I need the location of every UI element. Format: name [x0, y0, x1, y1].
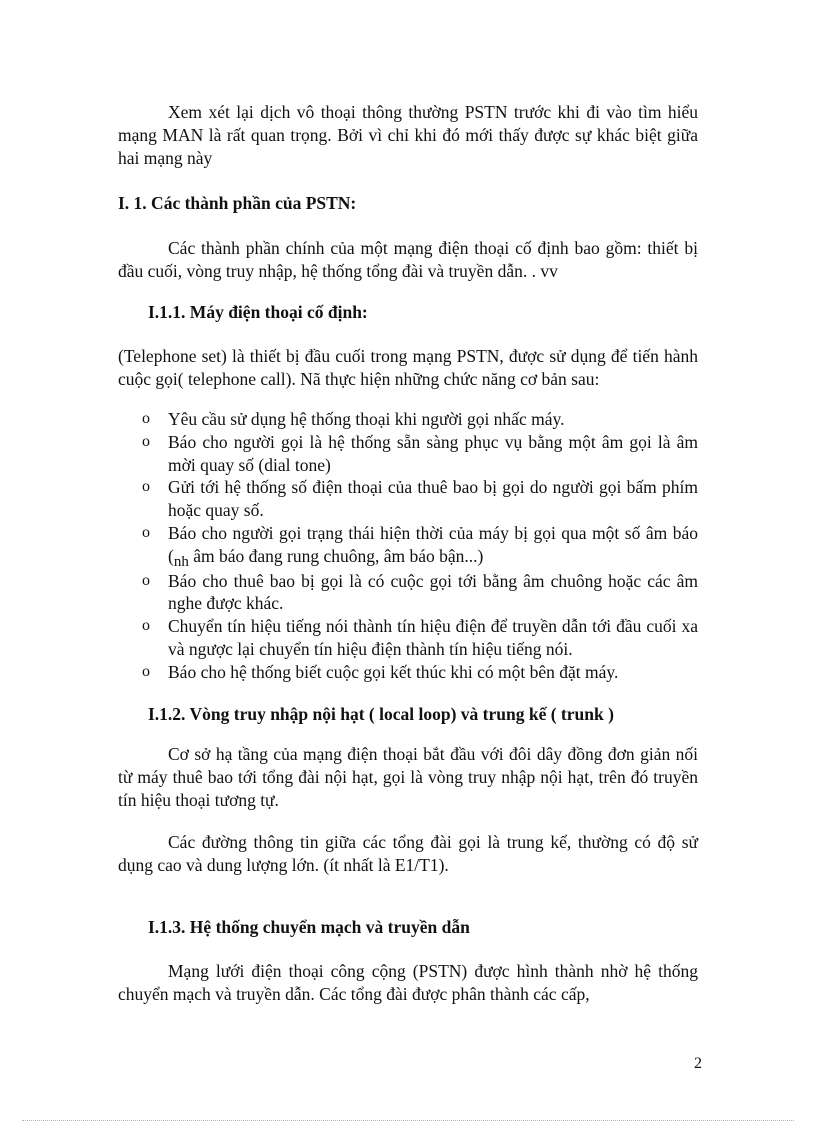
- section-1-3-paragraph: Mạng lưới điện thoại công cộng (PSTN) được hình thành nhờ hệ thống chuyển mạch và truyền dẫn. Các tổng đài được phân thành các cấp,: [118, 961, 698, 1004]
- function-list: [118, 408, 698, 684]
- list-item: [118, 431, 698, 477]
- bullet-icon: o: [142, 432, 150, 450]
- section-1-1-paragraph: (Telephone set) là thiết bị đầu cuối trong mạng PSTN, được sử dụng để tiến hành cuộc gọi( telephone call). Nã thực hiện những chức năng cơ bản sau:: [118, 346, 698, 389]
- list-item-text: Yêu cầu sử dụng hệ thống thoại khi người gọi nhấc máy.: [168, 409, 565, 429]
- list-item-subscript: nh: [173, 553, 189, 570]
- bullet-icon: o: [142, 523, 150, 541]
- list-item: [118, 615, 698, 661]
- list-item-text: Báo cho người gọi trạng thái hiện thời của máy bị gọi qua một số âm báo (: [168, 522, 698, 566]
- bullet-icon: o: [142, 571, 150, 589]
- list-item-text: Báo cho thuê bao bị gọi là có cuộc gọi tới bằng âm chuông hoặc các âm nghe được khác.: [168, 570, 698, 614]
- list-item: [118, 522, 698, 570]
- bullet-icon: o: [142, 617, 150, 635]
- page-bottom-divider: [22, 1120, 794, 1121]
- list-item-text: Gửi tới hệ thống số điện thoại của thuê bao bị gọi do người gọi bấm phím hoặc quay số.: [168, 477, 698, 521]
- section-1-2-heading: I.1.2. Vòng truy nhập nội hạt ( local loop) và trung kế ( trunk ): [148, 704, 614, 724]
- list-item-text: Chuyển tín hiệu tiếng nói thành tín hiệu điện để truyền dẫn tới đầu cuối xa và ngược lại chuyển tín hiệu điện thành tín hiệu tiếng nói.: [168, 616, 698, 659]
- list-item-text: Báo cho hệ thống biết cuộc gọi kết thúc khi có một bên đặt máy.: [168, 661, 619, 682]
- section-1-1-heading: I.1.1. Máy điện thoại cố định:: [148, 302, 368, 322]
- bullet-icon: o: [142, 410, 150, 427]
- section-1-2-paragraph-2: Các đường thông tin giữa các tổng đài gọi là trung kế, thường có độ sử dụng cao và dung lượng lớn. (ít nhất là E1/T1).: [118, 832, 698, 875]
- list-item-tail: âm báo đang rung chuông, âm báo bận...): [188, 545, 484, 566]
- section-1-heading: I. 1. Các thành phần của PSTN:: [118, 193, 357, 213]
- section-1-paragraph: Các thành phần chính của một mạng điện thoại cố định bao gồm: thiết bị đầu cuối, vòng truy nhập, hệ thống tổng đài và truyền dẫn. . vv: [118, 238, 698, 281]
- intro-paragraph: Xem xét lại dịch vô thoại thông thường PSTN trước khi đi vào tìm hiểu mạng MAN là rất quan trọng. Bởi vì chỉ khi đó mới thấy được sự khác biệt giữa hai mạng này: [118, 102, 698, 168]
- bullet-icon: o: [142, 662, 150, 680]
- section-1-2-paragraph-1: Cơ sở hạ tầng của mạng điện thoại bắt đầu với đôi dây đồng đơn giản nối từ máy thuê bao tới tổng đài nội hạt, gọi là vòng truy nhập nội hạt, trên đó truyền tín hiệu thoại tương tự.: [118, 744, 698, 810]
- list-item: [118, 661, 698, 684]
- list-item-text: Báo cho người gọi là hệ thống sẵn sàng phục vụ bằng một âm gọi là âm mời quay số (dial tone): [168, 431, 698, 475]
- list-item: [118, 570, 698, 616]
- list-item: [118, 476, 698, 522]
- bullet-icon: o: [142, 478, 150, 496]
- page-number: 2: [694, 1055, 702, 1072]
- section-1-3-heading: I.1.3. Hệ thống chuyển mạch và truyền dẫn: [148, 917, 470, 937]
- list-item: [118, 408, 698, 431]
